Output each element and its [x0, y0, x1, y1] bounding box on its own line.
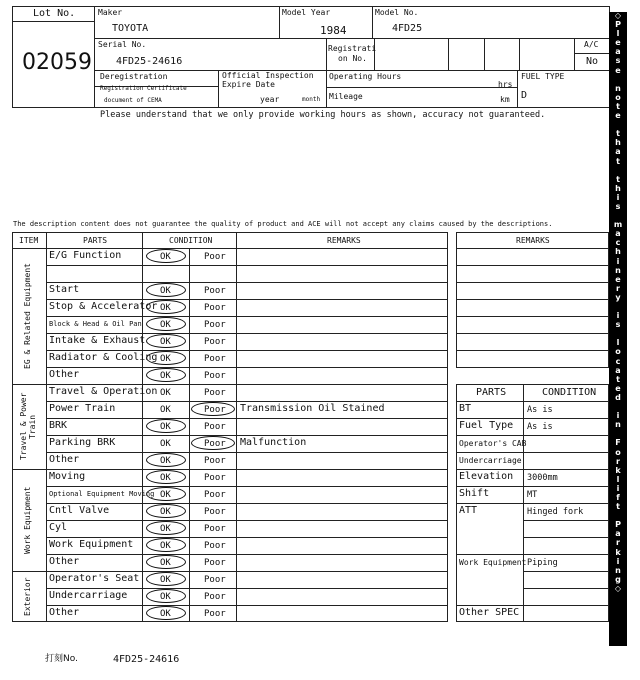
row-part: Undercarriage [49, 590, 128, 601]
remarks-line [456, 367, 609, 368]
ok-option: OK [160, 320, 171, 330]
sidebar-char: l [616, 29, 620, 39]
group-label: EG & Related Equipment [23, 263, 32, 369]
sidebar-char: i [616, 483, 620, 493]
serial-no-value: 4FD25-24616 [116, 56, 183, 67]
poor-option: Poor [204, 524, 226, 534]
sidebar-char: e [615, 274, 621, 284]
sidebar-char: ◇ [614, 583, 622, 593]
sidebar-char: a [615, 529, 621, 539]
spec-part: Work Equipment [459, 558, 527, 567]
ok-option: OK [160, 286, 171, 296]
row-part: Parking BRK [49, 437, 116, 448]
sidebar-char: s [615, 320, 621, 330]
sidebar-char: a [615, 229, 621, 239]
right-remarks-header: REMARKS [516, 236, 550, 245]
fuel-type-label: FUEL TYPE [521, 72, 565, 81]
row-part: Work Equipment [49, 539, 134, 550]
ok-option: OK [160, 609, 171, 619]
ok-selected-circle [146, 589, 186, 603]
mileage-label: Mileage [329, 92, 363, 101]
row-part: Cyl [49, 522, 68, 533]
sidebar-char: i [616, 256, 620, 266]
remarks-line [456, 299, 609, 300]
poor-option: Poor [204, 456, 226, 466]
sidebar-char: y [615, 292, 621, 302]
ok-option: OK [160, 354, 171, 364]
ok-selected-circle [146, 351, 186, 365]
sidebar-char: h [615, 183, 621, 193]
header-item: ITEM [19, 236, 39, 245]
sidebar-char: a [615, 365, 621, 375]
sidebar-char: l [616, 474, 620, 484]
spec-part: ATT [459, 505, 478, 516]
sidebar-char: t [616, 174, 620, 184]
spec-part: BT [459, 403, 472, 414]
spec-row-divider [456, 554, 609, 555]
ok-selected-circle [146, 470, 186, 484]
poor-option: Poor [204, 507, 226, 517]
row-part: Radiator & Cooling [49, 352, 158, 363]
sidebar-char: t [616, 101, 620, 111]
group-label-cell [12, 469, 46, 571]
ok-option: OK [160, 592, 171, 602]
year-label: year [260, 95, 280, 104]
sidebar-char: k [615, 547, 621, 557]
ok-selected-circle [146, 283, 186, 297]
table-row [0, 418, 450, 435]
sidebar-char: n [615, 83, 621, 93]
spec-condition: 3000mm [527, 473, 558, 483]
header-condition: CONDITION [169, 236, 213, 245]
sidebar-char: i [616, 556, 620, 566]
ok-selected-circle [146, 419, 186, 433]
spec-row-divider [456, 469, 609, 470]
sidebar-char: h [615, 138, 621, 148]
remarks-line [456, 350, 609, 351]
model-no-label: Model No. [375, 8, 419, 17]
sidebar-char: i [616, 192, 620, 202]
lot-no-value: 02059 [22, 50, 92, 75]
table-row [0, 333, 450, 350]
spec-condition: MT [527, 490, 538, 500]
spec-condition: Piping [527, 558, 558, 568]
sidebar-notice-text [609, 12, 627, 594]
sidebar-char: e [615, 383, 621, 393]
sidebar-char: a [615, 47, 621, 57]
row-remark: Malfunction [240, 437, 307, 448]
table-row [0, 316, 450, 333]
spec-part: Undercarriage [459, 456, 522, 465]
month-label: month [302, 96, 321, 103]
row-part: Cntl Valve [49, 505, 110, 516]
sidebar-notice-bar [609, 12, 627, 646]
spec-condition: As is [527, 405, 553, 415]
poor-option: Poor [204, 252, 226, 262]
poor-option: Poor [204, 371, 226, 381]
row-part: Other [49, 369, 80, 380]
table-row [0, 503, 450, 520]
model-year-label: Model Year [282, 8, 331, 17]
poor-option: Poor [204, 405, 226, 415]
ok-selected-circle [146, 453, 186, 467]
poor-option: Poor [204, 490, 226, 500]
official-inspection-label: Official Inspection [222, 71, 314, 80]
sidebar-char: t [616, 156, 620, 166]
table-row [0, 299, 450, 316]
ok-option: OK [160, 422, 171, 432]
sidebar-char: n [615, 265, 621, 275]
ok-option: OK [160, 439, 171, 449]
sidebar-char: a [615, 147, 621, 157]
registration-certificate-label: Registration Certificate [100, 85, 187, 92]
row-part: Power Train [49, 403, 116, 414]
group-label-cell [12, 384, 46, 469]
spec-part: Operator's CAB [459, 439, 527, 448]
remarks-line [456, 333, 609, 334]
ok-selected-circle [146, 538, 186, 552]
table-row [0, 435, 450, 452]
sidebar-char: r [616, 456, 620, 466]
group-label-cell [12, 571, 46, 622]
table-row [0, 486, 450, 503]
sidebar-char: c [615, 356, 621, 366]
sidebar-char: ◇ [614, 11, 622, 20]
ok-selected-circle [146, 504, 186, 518]
ok-option: OK [160, 473, 171, 483]
poor-option: Poor [204, 320, 226, 330]
sidebar-char: P [615, 20, 621, 30]
poor-option: Poor [204, 354, 226, 364]
poor-selected-circle [191, 402, 235, 416]
lot-no-label: Lot No. [33, 8, 76, 19]
ok-selected-circle [146, 317, 186, 331]
ok-option: OK [160, 337, 171, 347]
sidebar-char: s [615, 201, 621, 211]
spec-row-divider [456, 401, 609, 402]
spec-sub-line [523, 537, 609, 538]
sidebar-char: t [616, 502, 620, 512]
ok-selected-circle [146, 368, 186, 382]
sidebar-char: t [616, 129, 620, 139]
notice-text: Please understand that we only provide working hours as shown, accuracy not guaranteed. [100, 110, 546, 120]
sidebar-char: e [615, 65, 621, 75]
table-row [0, 265, 450, 282]
table-row [0, 605, 450, 622]
spec-sub-line [523, 571, 609, 572]
ok-option: OK [160, 252, 171, 262]
row-part: Other [49, 556, 80, 567]
operating-hours-label: Operating Hours [329, 72, 402, 81]
sidebar-char: e [615, 111, 621, 121]
stamp-label: 打刻No. [45, 654, 78, 664]
poor-option: Poor [204, 439, 226, 449]
stamp-value: 4FD25-24616 [113, 654, 180, 665]
sidebar-char: r [616, 538, 620, 548]
ok-selected-circle [146, 606, 186, 620]
spec-part: Elevation [459, 471, 514, 482]
header-remarks: REMARKS [327, 236, 361, 245]
ok-selected-circle [146, 521, 186, 535]
registration-no-label-2: on No. [338, 54, 367, 63]
ok-option: OK [160, 490, 171, 500]
spec-condition-header: CONDITION [542, 387, 597, 398]
expire-date-label: Expire Date [222, 80, 275, 89]
row-remark: Transmission Oil Stained [240, 403, 385, 414]
group-label: Travel & Power [19, 392, 28, 461]
spec-sub-line [523, 520, 609, 521]
sidebar-char: i [616, 411, 620, 421]
document-of-cema-label: document of CEMA [104, 97, 162, 104]
ok-selected-circle [146, 300, 186, 314]
sidebar-char: l [616, 338, 620, 348]
ok-selected-circle [146, 334, 186, 348]
row-part: Stop & Accelerator [49, 301, 158, 312]
ok-selected-circle [146, 487, 186, 501]
sidebar-char: s [615, 56, 621, 66]
spec-row-divider [456, 418, 609, 419]
ok-option: OK [160, 558, 171, 568]
spec-row-divider [456, 435, 609, 436]
spec-part: Other SPEC [459, 607, 520, 618]
sidebar-char: o [615, 447, 621, 457]
sidebar-char: g [615, 574, 621, 584]
table-row [0, 520, 450, 537]
remarks-line [456, 282, 609, 283]
maker-value: TOYOTA [112, 23, 149, 34]
table-row [0, 537, 450, 554]
sidebar-char: k [615, 465, 621, 475]
row-part: BRK [49, 420, 68, 431]
header-parts: PARTS [83, 236, 108, 245]
row-part: Block & Head & Oil Pan [49, 320, 142, 328]
group-label: Work Equipment [23, 486, 32, 554]
poor-option: Poor [204, 286, 226, 296]
poor-option: Poor [204, 422, 226, 432]
ok-selected-circle [146, 249, 186, 263]
table-row [0, 452, 450, 469]
sidebar-char: n [615, 420, 621, 430]
row-part: Intake & Exhaust [49, 335, 146, 346]
spec-parts-header: PARTS [476, 387, 507, 398]
spec-part: Fuel Type [459, 420, 514, 431]
sidebar-char: c [615, 238, 621, 248]
remarks-line [456, 316, 609, 317]
ok-option: OK [160, 405, 171, 415]
spec-condition: Hinged fork [527, 507, 584, 517]
spec-row-divider [456, 452, 609, 453]
table-row [0, 401, 450, 418]
spec-condition: As is [527, 422, 553, 432]
registration-no-label: Registrati [328, 44, 377, 53]
poor-selected-circle [191, 436, 235, 450]
maker-label: Maker [98, 8, 123, 17]
ok-option: OK [160, 575, 171, 585]
serial-no-label: Serial No. [98, 40, 147, 49]
poor-option: Poor [204, 592, 226, 602]
poor-option: Poor [204, 558, 226, 568]
sidebar-char: r [616, 283, 620, 293]
spec-sub-line [523, 588, 609, 589]
disclaimer-text: The description content does not guarantee the quality of product and ACE will not accept any claims caused by the descriptions. [13, 220, 553, 228]
sidebar-char: P [615, 520, 621, 530]
sidebar-char: h [615, 247, 621, 257]
table-row [0, 588, 450, 605]
poor-option: Poor [204, 337, 226, 347]
table-row [0, 384, 450, 401]
sidebar-char: f [616, 492, 620, 502]
spec-row-divider [456, 486, 609, 487]
ok-option: OK [160, 541, 171, 551]
poor-option: Poor [204, 541, 226, 551]
ac-label: A/C [584, 40, 599, 49]
sidebar-char: m [613, 220, 623, 230]
fuel-type-value: D [521, 90, 528, 101]
table-row [0, 554, 450, 571]
row-part: E/G Function [49, 250, 122, 261]
table-row [0, 350, 450, 367]
model-no-value: 4FD25 [392, 23, 423, 34]
poor-option: Poor [204, 575, 226, 585]
row-part: Start [49, 284, 80, 295]
row-part: Moving [49, 471, 86, 482]
row-part: Other [49, 454, 80, 465]
row-part: Operator's Seat [49, 573, 140, 584]
ok-option: OK [160, 524, 171, 534]
ok-selected-circle [146, 572, 186, 586]
sidebar-char: e [615, 38, 621, 48]
hrs-label: hrs [498, 80, 513, 89]
row-part: Optional Equipment Moving [49, 490, 155, 498]
sidebar-char: d [615, 392, 621, 402]
table-row [0, 469, 450, 486]
table-row [0, 248, 450, 265]
remarks-line [456, 265, 609, 266]
sidebar-char: n [615, 565, 621, 575]
sidebar-char: o [615, 347, 621, 357]
table-row [0, 571, 450, 588]
ok-option: OK [160, 388, 171, 398]
sidebar-char: t [616, 374, 620, 384]
ok-option: OK [160, 371, 171, 381]
spec-row-divider [456, 503, 609, 504]
group-label-cell [12, 248, 46, 384]
table-row [0, 282, 450, 299]
ac-value: No [586, 56, 599, 67]
group-label: Exterior [23, 577, 32, 616]
group-label: Train [28, 414, 37, 439]
poor-option: Poor [204, 303, 226, 313]
sidebar-char: i [616, 311, 620, 321]
ok-option: OK [160, 507, 171, 517]
poor-option: Poor [204, 473, 226, 483]
spec-row-divider [456, 605, 609, 606]
row-part: Other [49, 607, 80, 618]
deregistration-label: Deregistration [100, 72, 168, 81]
ok-option: OK [160, 456, 171, 466]
poor-option: Poor [204, 609, 226, 619]
poor-option: Poor [204, 388, 226, 398]
ok-selected-circle [146, 555, 186, 569]
sidebar-char: o [615, 92, 621, 102]
spec-part: Shift [459, 488, 490, 499]
sidebar-char: F [615, 438, 621, 448]
table-row [0, 367, 450, 384]
model-year-value: 1984 [320, 24, 347, 37]
row-part: Travel & Operation [49, 386, 158, 397]
km-label: km [500, 95, 510, 104]
ok-option: OK [160, 303, 171, 313]
